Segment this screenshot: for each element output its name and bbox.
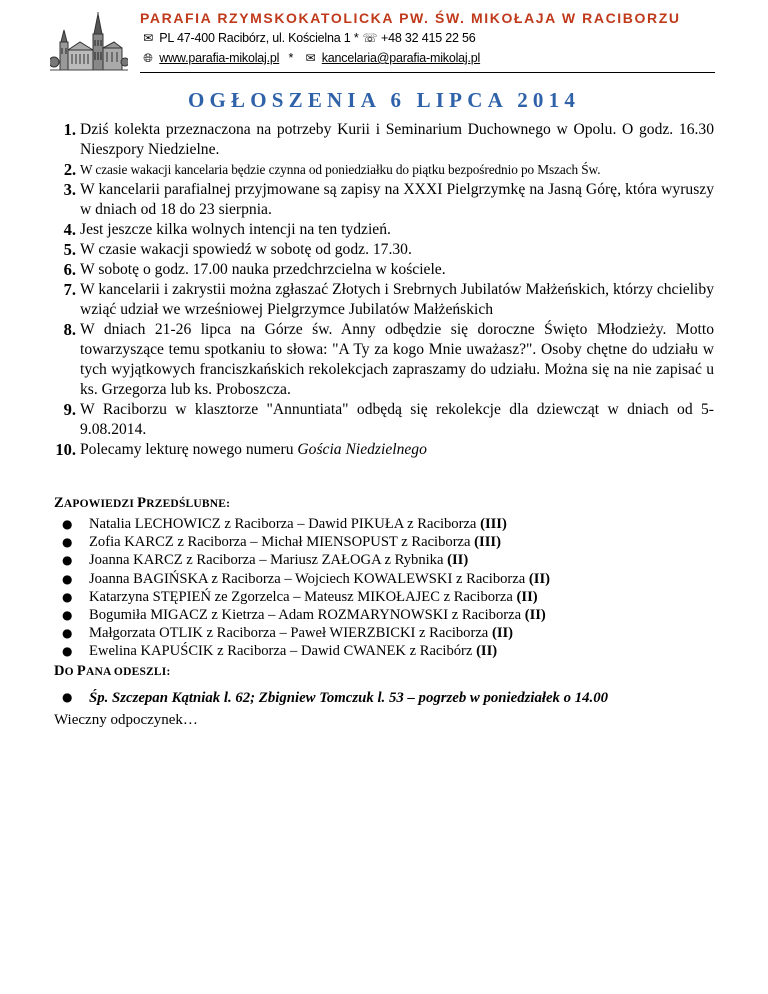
announcement-item: 6. W sobotę o godz. 17.00 nauka przedchrzcielna w kościele.: [63, 260, 446, 279]
envelope-icon: ✉: [143, 31, 153, 45]
banns-item: ● Joanna BAGIŃSKA z Raciborza – Wojciech KOWALEWSKI z Raciborza (II): [62, 570, 550, 587]
announcement-item: 2. W czasie wakacji kancelaria będzie czynna od poniedziałku do piątku bezpośrednio po Mszach Św.: [63, 160, 601, 179]
deceased-heading: DO PANA ODESZLI:: [54, 663, 171, 679]
announcement-item: 4. Jest jeszcze kilka wolnych intencji na ten tydzień.: [63, 220, 391, 239]
announcement-list: [44, 120, 714, 460]
banns-item: ● Zofia KARCZ z Raciborza – Michał MIENSOPUST z Raciborza (III): [62, 534, 501, 551]
church-icon: [50, 12, 128, 74]
parish-name: PARAFIA RZYMSKOKATOLICKA PW. ŚW. MIKOŁAJA W RACIBORZU: [140, 10, 681, 26]
email-link[interactable]: kancelaria@parafia-mikolaj.pl: [321, 51, 481, 65]
banns-item: ● Natalia LECHOWICZ z Raciborza – Dawid PIKUŁA z Raciborza (III): [62, 516, 507, 532]
mail-icon: ✉: [305, 51, 316, 65]
banns-item: ● Bogumiła MIGACZ z Kietrza – Adam ROZMARYNOWSKI z Raciborza (II): [62, 607, 546, 624]
web-line: [140, 51, 480, 66]
document-title: OGŁOSZENIA 6 LIPCA 2014: [187, 88, 581, 112]
globe-icon: 🌐︎: [143, 51, 153, 65]
announcement-item: 9. W Raciborzu w klasztorze "Annuntiata" odbędą się rekolekcje dla dziewcząt w dniach od 5-9.08.2014.: [63, 400, 714, 438]
banns-item: ● Katarzyna STĘPIEŃ ze Zgorzelca – Mateusz MIKOŁAJEC z Raciborza (II): [62, 588, 538, 605]
announcement-item: 8. W dniach 21-26 lipca na Górze św. Anny odbędzie się doroczne Święto Młodzieży. Motto towarzyszące temu spotkaniu to słowa: "A Ty za kogo Mnie uważasz?". Osoby chętne do udziału w tych wyjątkowych franciszkańskich rekolekcjach zapraszamy do udziału. Można się na nie zapisać u ks. Grzegorza lub ks. Proboszcza.: [63, 320, 714, 398]
phone-icon: ☏: [362, 31, 378, 45]
closing-line: Wieczny odpoczynek…: [54, 712, 198, 728]
deceased-list: [56, 690, 608, 707]
address-text: PL 47-400 Racibórz, ul. Kościelna 1 *: [159, 31, 359, 45]
separator: *: [288, 51, 294, 65]
announcement-item: 10. Polecamy lekturę nowego numeru Gościa Niedzielnego: [55, 440, 427, 459]
banns-heading: ZAPOWIEDZI PRZEDŚLUBNE:: [54, 495, 231, 511]
banns-item: ● Ewelina KAPUŚCIK z Raciborza – Dawid CWANEK z Racibórz (II): [62, 643, 498, 660]
announcement-item: 1. Dziś kolekta przeznaczona na potrzeby Kurii i Seminarium Duchownego w Opolu. O godz. 16.30 Nieszpory Niedzielne.: [63, 120, 714, 158]
banns-item: ● Joanna KARCZ z Raciborza – Mariusz ZAŁOGA z Rybnika (II): [62, 552, 469, 569]
deceased-item: ● Śp. Szczepan Kątniak l. 62; Zbigniew Tomczuk l. 53 – pogrzeb w poniedziałek o 14.00: [62, 690, 609, 706]
announcement-item: 7. W kancelarii i zakrystii można zgłaszać Złotych i Srebrnych Jubilatów Małżeńskich, którzy chcieliby wziąć udział we wrześniowej Pielgrzymce Jubilatów Małżeńskich: [63, 280, 714, 318]
phone-text: +48 32 415 22 56: [381, 31, 476, 45]
announcement-item: 3. W kancelarii parafialnej przyjmowane są zapisy na XXXI Pielgrzymkę na Jasną Górę, która wyruszy w dniach od 18 do 23 sierpnia.: [63, 180, 714, 218]
header-divider: [140, 72, 715, 73]
announcement-item: 5. W czasie wakacji spowiedź w sobotę od godz. 17.30.: [63, 240, 412, 259]
website-link[interactable]: www.parafia-mikolaj.pl: [159, 51, 280, 65]
banns-list: [56, 515, 550, 661]
contact-line: [140, 31, 476, 45]
magazine-title: Gościa Niedzielnego: [297, 441, 427, 458]
banns-item: ● Małgorzata OTLIK z Raciborza – Paweł WIERZBICKI z Raciborza (II): [62, 625, 514, 642]
